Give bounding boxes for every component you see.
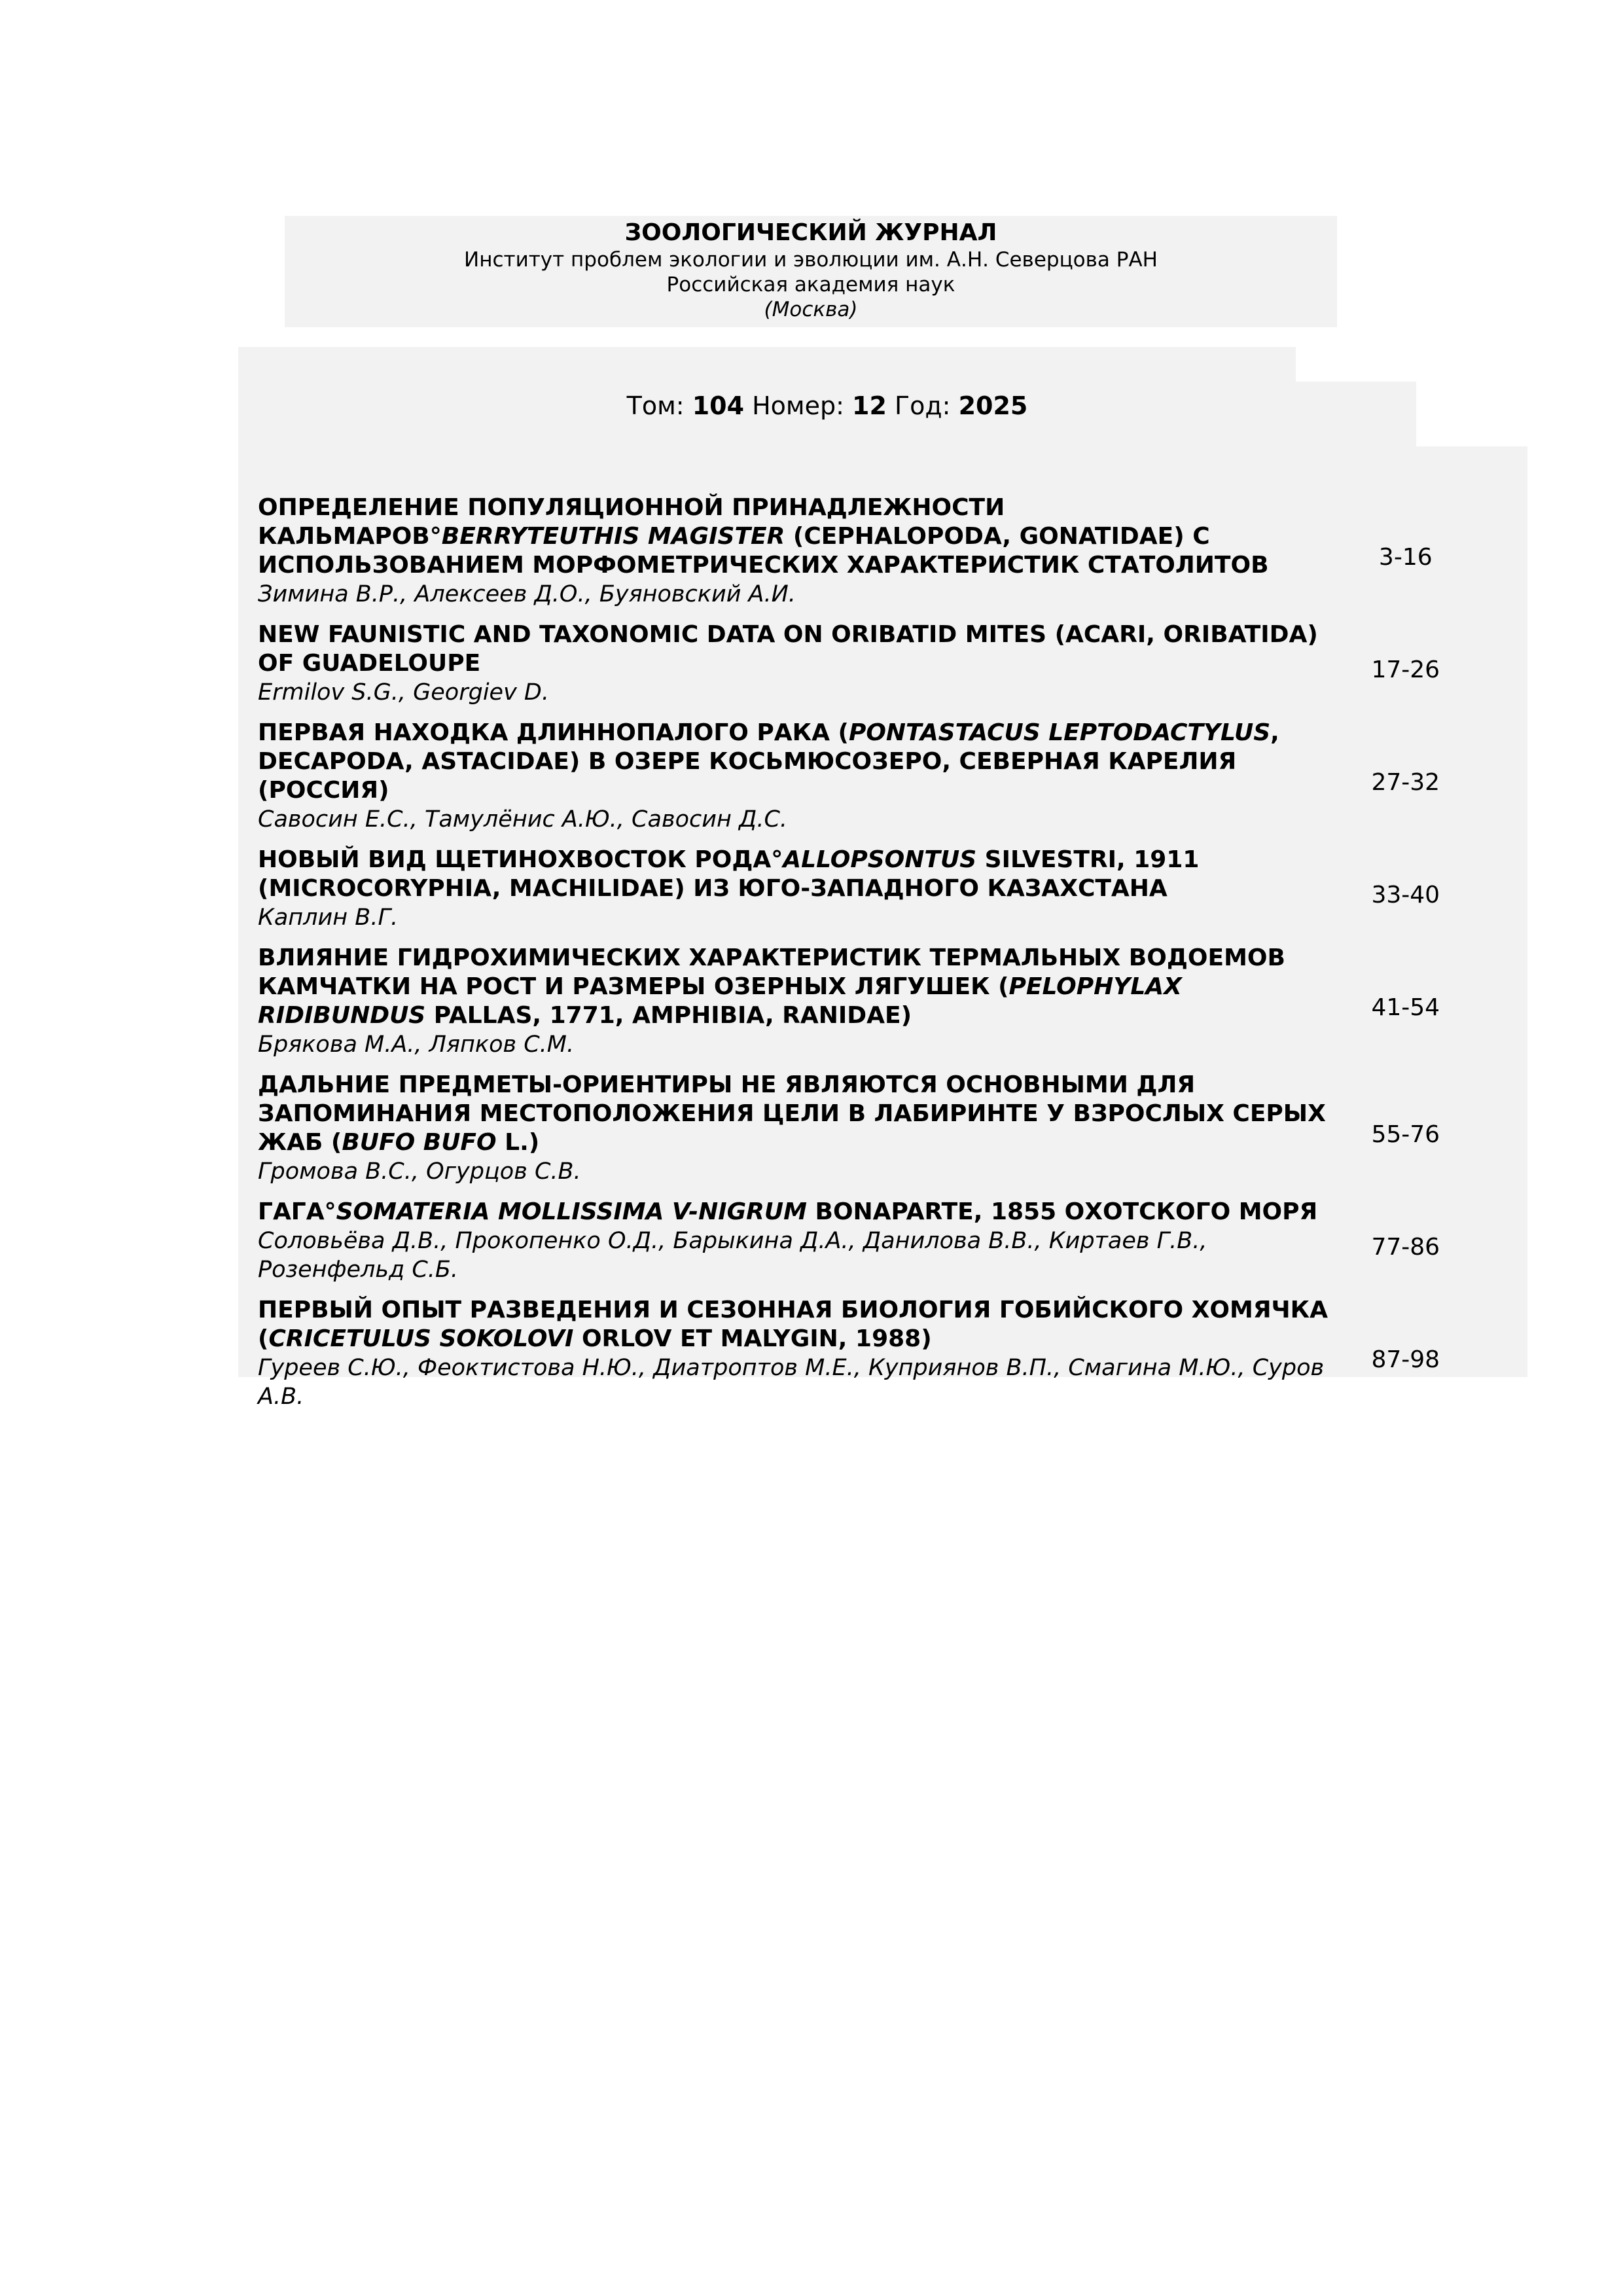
article-authors: Каплин В.Г. (258, 905, 399, 931)
article-authors: Ermilov S.G., Georgiev D. (258, 679, 549, 706)
article-title-link[interactable] (258, 493, 1336, 580)
journal-title: ЗООЛОГИЧЕСКИЙ ЖУРНАЛ (624, 219, 997, 246)
toc-entry (258, 1296, 1336, 1423)
volume-label: Том: (626, 391, 685, 420)
toc-table (258, 493, 1514, 1423)
title-text: ПЕРВЫЙ ОПЫТ РАЗВЕДЕНИЯ И СЕЗОННАЯ БИОЛОГИЯ ГОБИЙСКОГО ХОМЯЧКА ( (258, 1297, 1328, 1352)
title-text: NEW FAUNISTIC AND TAXONOMIC DATA ON ORIBATID MITES (ACARI, ORIBATIDA) OF GUADELOUPE (258, 621, 1318, 677)
issue-number: 12 (852, 391, 887, 420)
toc-row (258, 944, 1514, 1071)
toc-row (258, 719, 1514, 846)
article-pages: 3-16 (1378, 543, 1433, 571)
article-title-link[interactable] (258, 719, 1336, 805)
title-text: ПЕРВАЯ НАХОДКА ДЛИННОПАЛОГО РАКА ( (258, 719, 849, 746)
issue-number-label: Номер: (752, 391, 844, 420)
title-text: PALLAS, 1771, AMPHIBIA, RANIDAE) (425, 1002, 912, 1029)
species-name: SOMATERIA MOLLISSIMA V-NIGRUM (336, 1198, 807, 1225)
species-name: PONTASTACUS LEPTODACTYLUS (848, 719, 1271, 746)
toc-row (258, 620, 1514, 719)
toc-entry (258, 1198, 1336, 1296)
toc-row (258, 846, 1514, 944)
toc-entry (258, 1071, 1336, 1198)
article-authors: Брякова М.А., Ляпков С.М. (258, 1031, 575, 1058)
journal-city: (Москва) (764, 298, 858, 321)
title-text: ВЛИЯНИЕ ГИДРОХИМИЧЕСКИХ ХАРАКТЕРИСТИК ТЕРМАЛЬНЫХ ВОДОЕМОВ КАМЧАТКИ НА РОСТ И РАЗМЕРЫ ОЗЕРНЫХ ЛЯГУШЕК ( (258, 944, 1285, 1000)
issue-info (238, 386, 1416, 425)
toc-row (258, 1071, 1514, 1198)
journal-institute: Институт проблем экологии и эволюции им. А.Н. Северцова РАН (464, 248, 1158, 272)
table-of-contents (238, 446, 1527, 1410)
article-authors: Савосин Е.С., Тамулёнис А.Ю., Савосин Д.С. (258, 806, 788, 833)
article-authors: Зимина В.Р., Алексеев Д.О., Буяновский А.И. (258, 581, 796, 607)
article-title-link[interactable] (258, 1198, 1336, 1227)
article-title-link[interactable] (258, 846, 1336, 903)
title-text: , DECAPODA, ASTACIDAE) В ОЗЕРЕ КОСЬМЮСОЗЕРО, СЕВЕРНАЯ КАРЕЛИЯ (РОССИЯ) (258, 719, 1279, 804)
toc-entry (258, 846, 1336, 944)
title-text: ОПРЕДЕЛЕНИЕ ПОПУЛЯЦИОННОЙ ПРИНАДЛЕЖНОСТИ КАЛЬМАРОВ° (258, 494, 1005, 550)
title-text: SILVESTRI, 1911 (MICROCORYPHIA, MACHILIDAE) ИЗ ЮГО-ЗАПАДНОГО КАЗАХСТАНА (258, 846, 1200, 902)
article-authors: Гуреев С.Ю., Феоктистова Н.Ю., Диатроптов М.Е., Куприянов В.П., Смагина М.Ю., Суров А.В. (258, 1355, 1325, 1410)
article-pages: 55-76 (1371, 1121, 1440, 1148)
toc-row (258, 1198, 1514, 1296)
title-text: BONAPARTE, 1855 ОХОТСКОГО МОРЯ (806, 1198, 1318, 1225)
article-pages: 87-98 (1371, 1346, 1440, 1373)
species-name: BUFO BUFO (342, 1129, 497, 1156)
article-title-link[interactable] (258, 1071, 1336, 1157)
article-title-link[interactable] (258, 944, 1336, 1030)
article-pages: 27-32 (1371, 768, 1440, 796)
journal-academy: Российская академия наук (666, 273, 955, 296)
article-authors: Громова В.С., Огурцов С.В. (258, 1158, 581, 1185)
issue-year: 2025 (958, 391, 1028, 420)
title-text: L.) (496, 1129, 540, 1156)
title-text: ГАГА° (258, 1198, 336, 1225)
article-pages: 41-54 (1371, 994, 1440, 1021)
toc-row (258, 493, 1514, 620)
article-title-link[interactable] (258, 620, 1336, 678)
title-text: НОВЫЙ ВИД ЩЕТИНОХВОСТОК РОДА° (258, 846, 783, 873)
article-title-link[interactable] (258, 1296, 1336, 1354)
article-pages: 77-86 (1371, 1233, 1440, 1261)
species-name: CRICETULUS SOKOLOVI (268, 1325, 574, 1352)
title-text: ДАЛЬНИЕ ПРЕДМЕТЫ-ОРИЕНТИРЫ НЕ ЯВЛЯЮТСЯ ОСНОВНЫМИ ДЛЯ ЗАПОМИНАНИЯ МЕСТОПОЛОЖЕНИЯ ЦЕЛИ В ЛАБИРИНТЕ У ВЗРОСЛЫХ СЕРЫХ ЖАБ ( (258, 1071, 1326, 1156)
species-name: PELOPHYLAX RIDIBUNDUS (258, 973, 1182, 1029)
toc-entry (258, 620, 1336, 719)
species-name: ALLOPSONTUS (783, 846, 977, 873)
toc-entry (258, 944, 1336, 1071)
journal-header (285, 216, 1337, 327)
toc-row (258, 1296, 1514, 1423)
toc-entry (258, 493, 1336, 620)
title-text: (CEPHALOPODA, GONATIDAE) С ИСПОЛЬЗОВАНИЕМ МОРФОМЕТРИЧЕСКИХ ХАРАКТЕРИСТИК СТАТОЛИТОВ (258, 523, 1269, 579)
article-pages: 17-26 (1371, 656, 1440, 683)
toc-entry (258, 719, 1336, 846)
article-pages: 33-40 (1371, 881, 1440, 908)
year-label: Год: (894, 391, 951, 420)
title-text: ORLOV ET MALYGIN, 1988) (573, 1325, 932, 1352)
volume-number: 104 (692, 391, 745, 420)
species-name: BERRYTEUTHIS MAGISTER (441, 523, 785, 550)
article-authors: Соловьёва Д.В., Прокопенко О.Д., Барыкина Д.А., Данилова В.В., Киртаев Г.В., Розенфельд С.Б. (258, 1228, 1207, 1283)
issue-band-top (238, 347, 1296, 386)
